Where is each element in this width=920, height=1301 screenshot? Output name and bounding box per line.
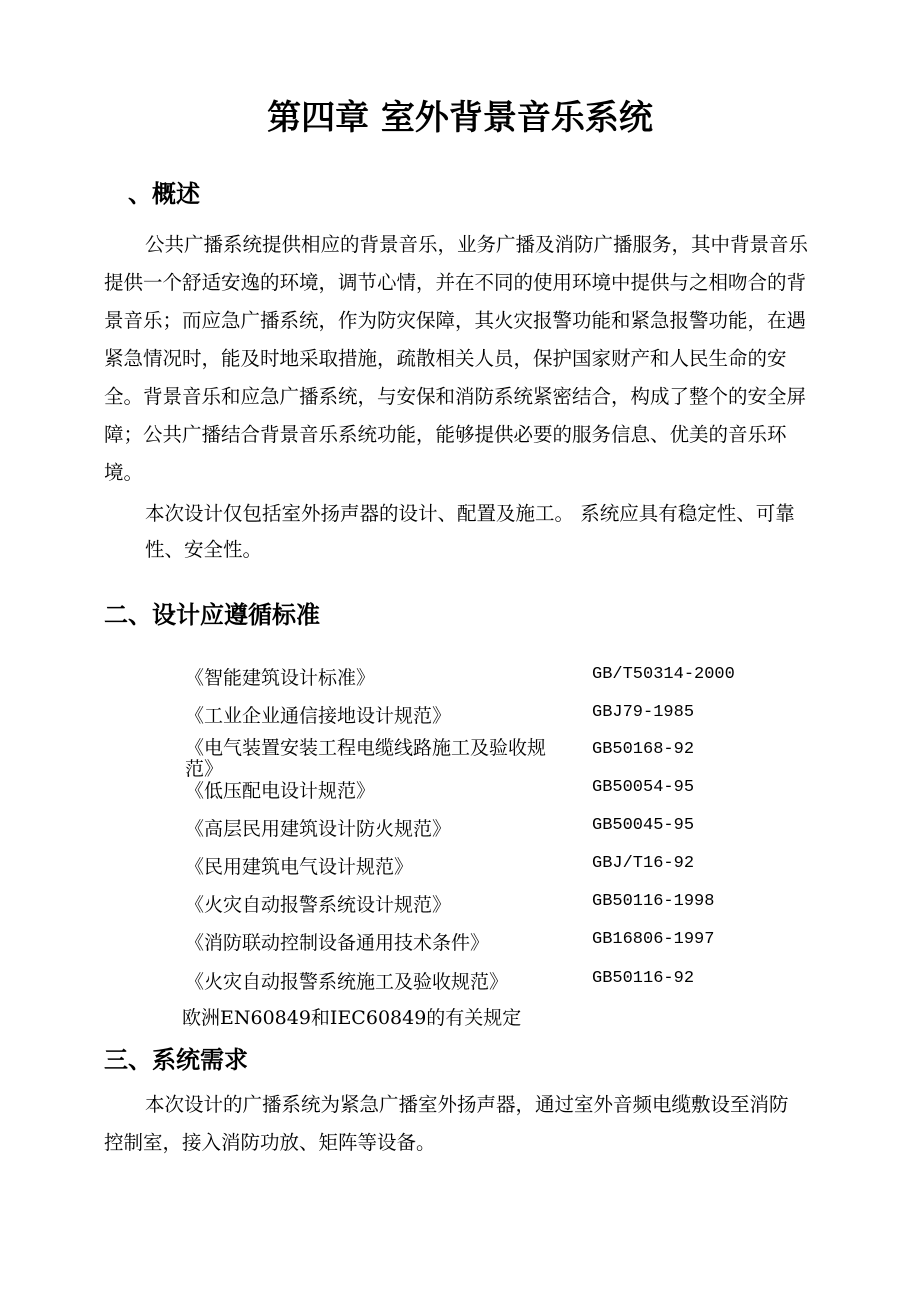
- standard-name: 《消防联动控制设备通用技术条件》: [185, 932, 490, 954]
- section-heading-requirements: 三、系统需求: [104, 1046, 248, 1074]
- section-heading-standards: 二、设计应遵循标准: [104, 601, 320, 629]
- standard-code: GB50054-95: [592, 778, 695, 797]
- text-line: 障；公共广播结合背景音乐系统功能，能够提供必要的服务信息、优美的音乐环: [104, 423, 787, 446]
- standard-code: GBJ/T16-92: [592, 854, 695, 873]
- standards-note: 欧洲EN60849和IEC60849的有关规定: [182, 1007, 522, 1029]
- text-line: 境。: [104, 461, 144, 484]
- chapter-title: 第四章 室外背景音乐系统: [267, 98, 653, 138]
- standard-name: 《火灾自动报警系统设计规范》: [185, 894, 452, 916]
- standard-name: 《智能建筑设计标准》: [185, 667, 376, 689]
- standard-code: GB16806-1997: [592, 930, 715, 949]
- standard-name: 《民用建筑电气设计规范》: [185, 856, 414, 878]
- text-line: 提供一个舒适安逸的环境，调节心情，并在不同的使用环境中提供与之相吻合的背: [104, 271, 807, 294]
- text-line: 公共广播系统提供相应的背景音乐，业务广播及消防广播服务，其中背景音乐: [145, 233, 809, 256]
- standard-name: 《工业企业通信接地设计规范》: [185, 705, 452, 727]
- text-line: 紧急情况时，能及时地采取措施，疏散相关人员，保护国家财产和人民生命的安: [104, 347, 787, 370]
- standard-code: GB50116-92: [592, 969, 695, 988]
- text-line: 本次设计仅包括室外扬声器的设计、配置及施工。 系统应具有稳定性、可靠: [145, 502, 795, 525]
- text-line: 景音乐；而应急广播系统，作为防灾保障，其火灾报警功能和紧急报警功能，在遇: [104, 309, 807, 332]
- section-heading-overview: 、概述: [128, 180, 200, 208]
- text-line: 本次设计的广播系统为紧急广播室外扬声器，通过室外音频电缆敷设至消防: [145, 1093, 789, 1116]
- standard-code: GB50168-92: [592, 740, 695, 759]
- text-line: 全。背景音乐和应急广播系统，与安保和消防系统紧密结合，构成了整个的安全屏: [104, 385, 807, 408]
- standard-code: GB/T50314-2000: [592, 665, 735, 684]
- standard-code: GB50045-95: [592, 816, 695, 835]
- standard-code: GB50116-1998: [592, 892, 715, 911]
- standard-name-continued: 范》: [185, 758, 224, 780]
- standard-code: GBJ79-1985: [592, 703, 695, 722]
- standard-name: 《高层民用建筑设计防火规范》: [185, 818, 452, 840]
- text-line: 性、安全性。: [145, 538, 263, 561]
- text-line: 控制室，接入消防功放、矩阵等设备。: [104, 1131, 436, 1154]
- standard-name: 《电气装置安装工程电缆线路施工及验收规: [185, 737, 547, 759]
- standard-name: 《火灾自动报警系统施工及验收规范》: [185, 971, 509, 993]
- standard-name: 《低压配电设计规范》: [185, 780, 376, 802]
